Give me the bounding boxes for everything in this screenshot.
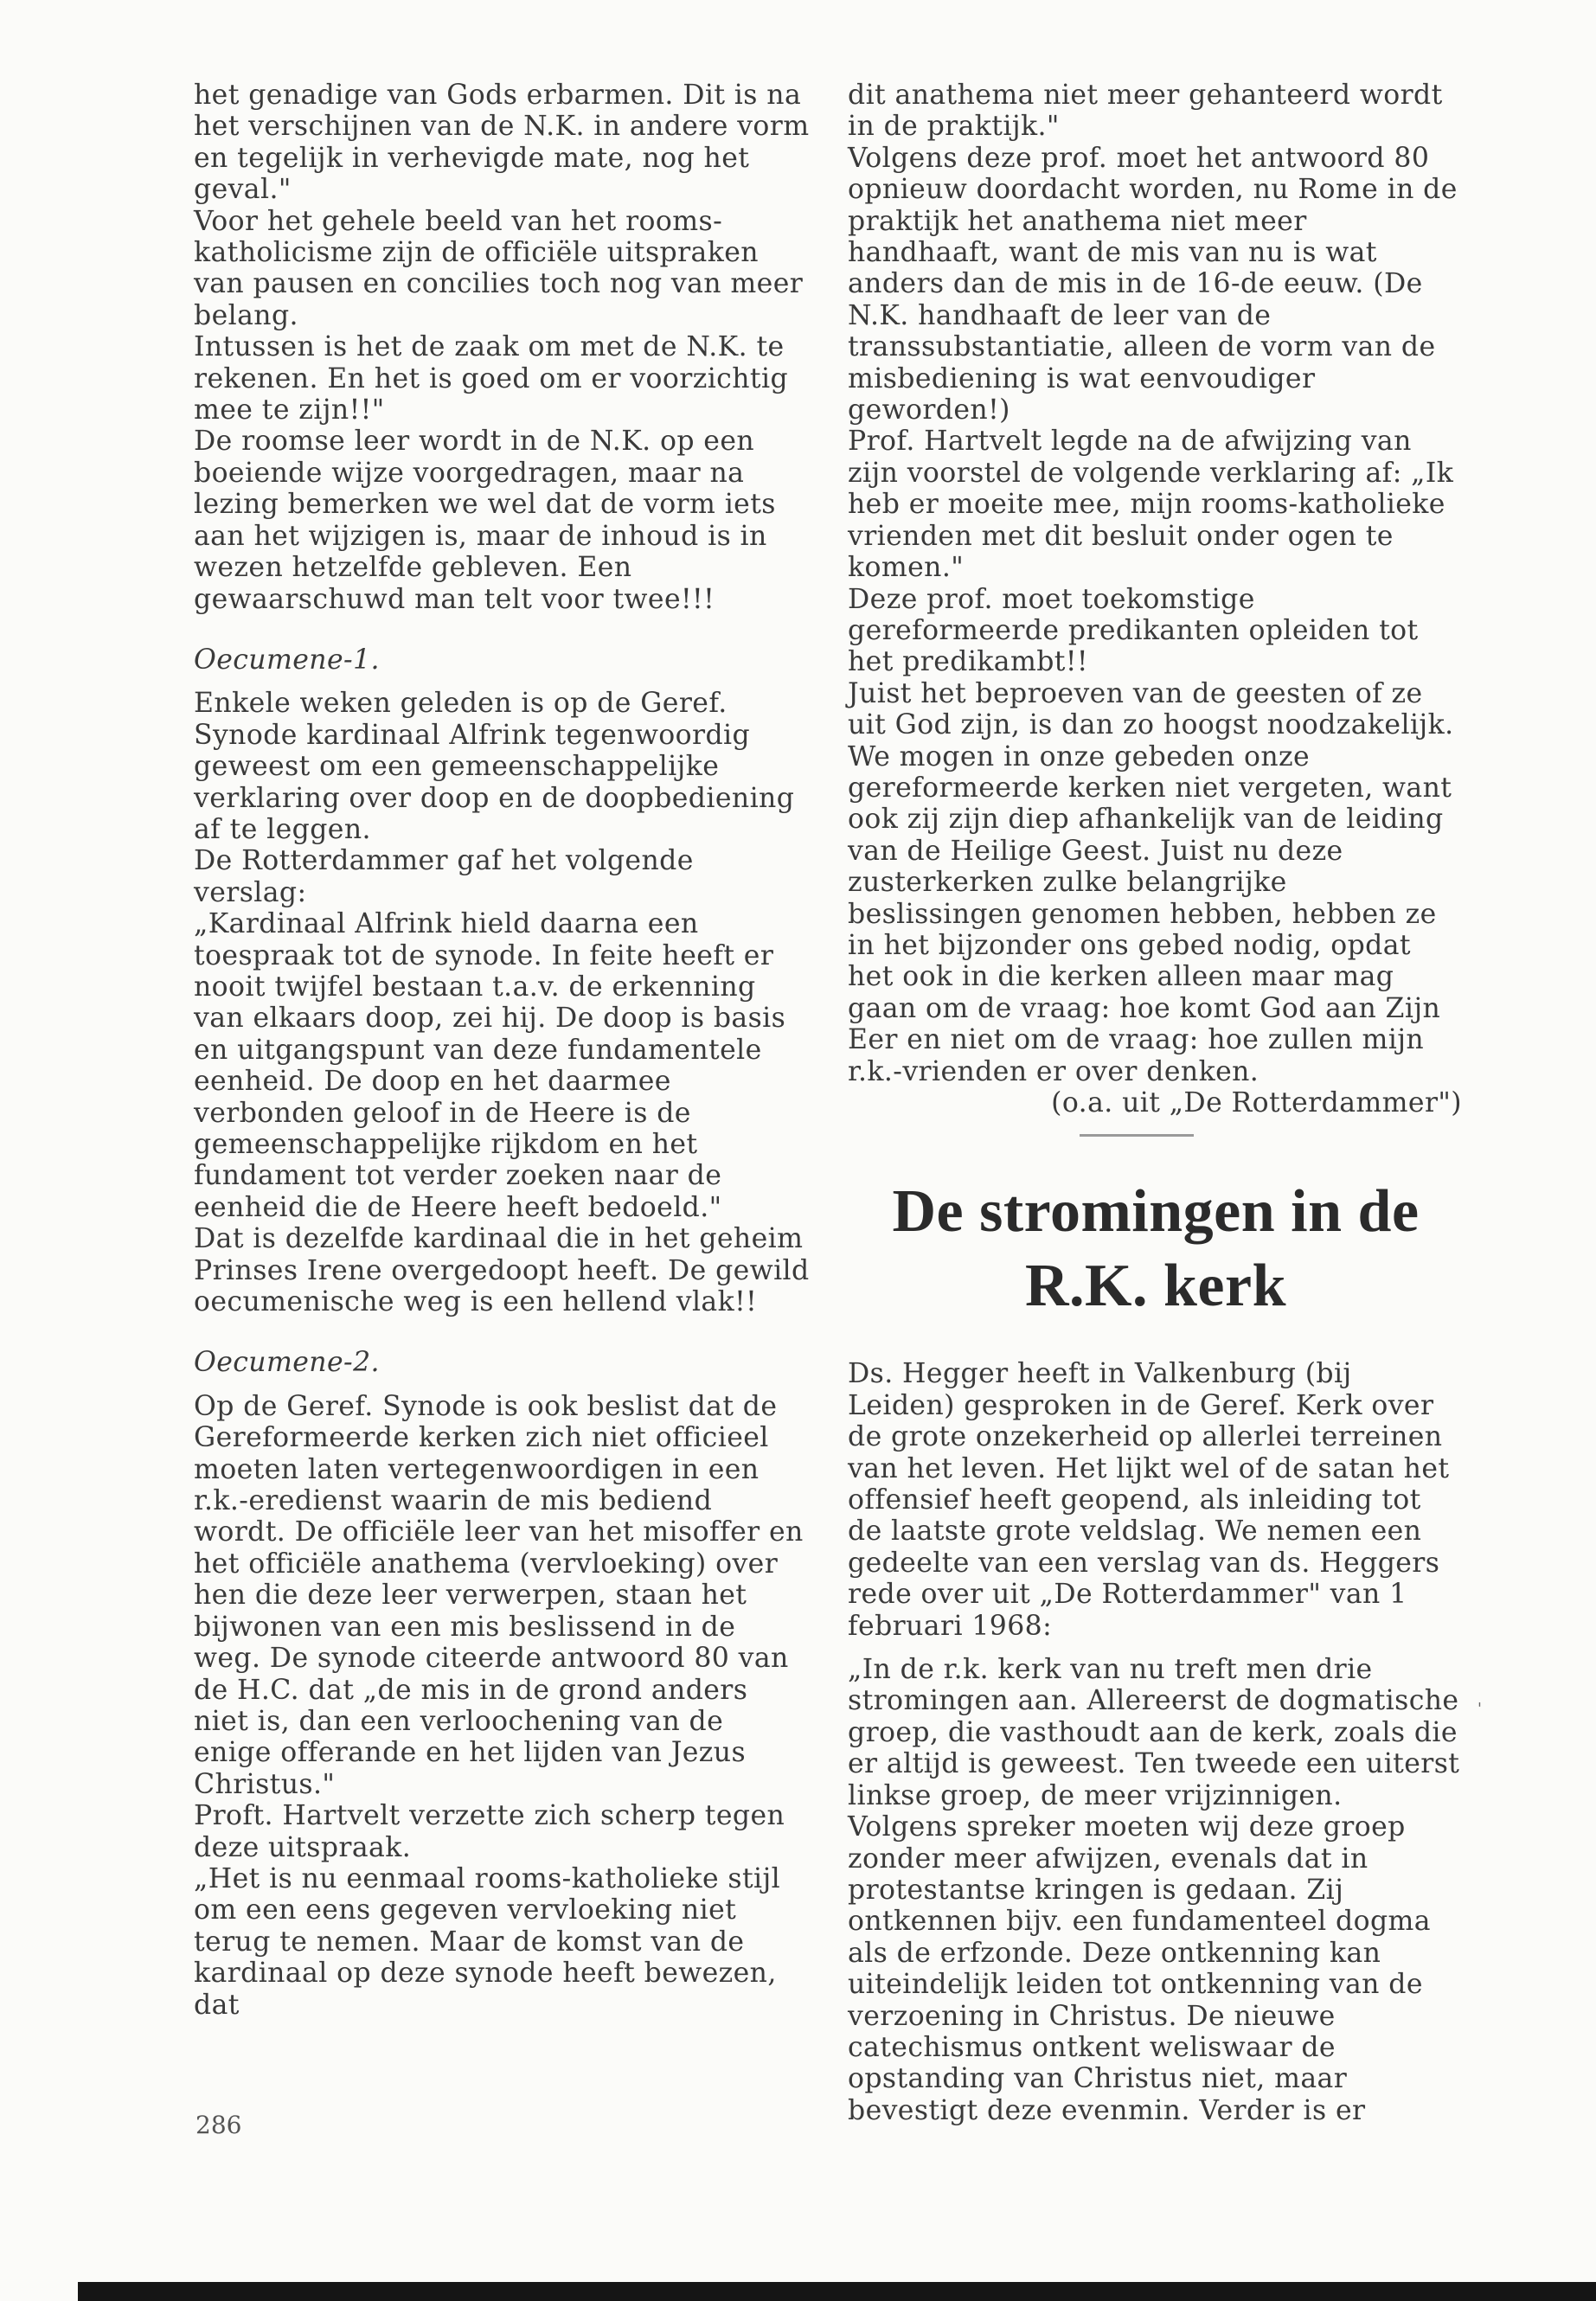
article-headline <box>848 1175 1464 1324</box>
source-attribution: (o.a. uit „De Rotterdammer") <box>1051 1087 1462 1118</box>
paragraph: Op de Geref. Synode is ook beslist dat de Gereformeerde kerken zich niet officieel moeten laten vertegenwoordigen in een r.k.-eredienst waarin de mis bediend wordt. De officiële leer van het misoffer en het officiële anathema (vervloeking) over hen die deze leer verwerpen, staan het bijwonen van een mis beslissend in de weg. De synode citeerde antwoord 80 van de H.C. dat „de mis in de grond anders niet is, dan een verloochening van de enige offerande en het lijden van Jezus Christus." <box>194 1390 804 1800</box>
headline-line: De stromingen in de <box>892 1178 1420 1246</box>
quote-paragraph: „Het is nu eenmaal rooms-katholieke stijl om een eens gegeven vervloeking niet terug te nemen. Maar de komst van de kardinaal op deze synode heeft bewezen, dat <box>194 1862 781 2021</box>
paragraph: Deze prof. moet toekomstige gereformeerde predikanten opleiden tot het predikambt!! <box>848 583 1419 678</box>
paragraph: dit anathema niet meer gehanteerd wordt in de praktijk." <box>848 80 1443 143</box>
page-number: 286 <box>195 2111 242 2139</box>
quote-paragraph: „Kardinaal Alfrink hield daarna een toespraak tot de synode. In feite heeft er nooit twijfel bestaan t.a.v. de erkenning van elkaars doop, zei hij. De doop is basis en uitgangspunt van deze fundamentele eenheid. De doop en het daarmee verbonden geloof in de Heere is de gemeenschappelijke rijkdom en het fundament tot verder zoeken naar de eenheid die de Heere heeft bedoeld." <box>194 908 786 1223</box>
section-subtitle: Oecumene-2. <box>194 1347 380 1379</box>
paragraph: Proft. Hartvelt verzette zich scherp tegen deze uitspraak. <box>194 1800 785 1863</box>
paragraph: Volgens deze prof. moet het antwoord 80 opnieuw doordacht worden, nu Rome in de praktijk het anathema niet meer handhaaft, want de mis van nu is wat anders dan de mis in de 16-de eeuw. (De N.K. handhaaft de leer van de transsubstantiatie, alleen de vorm van de misbediening is wat eenvoudiger geworden!) <box>848 142 1458 426</box>
paragraph: Enkele weken geleden is op de Geref. Synode kardinaal Alfrink tegenwoordig geweest om een gemeenschappelijke verklaring over doop en de doopbediening af te leggen. <box>194 688 795 845</box>
paragraph: Dat is dezelfde kardinaal die in het geheim Prinses Irene overgedoopt heeft. De gewild oecumenische weg is een hellend vlak!! <box>194 1223 810 1318</box>
paragraph: De roomse leer wordt in de N.K. op een boeiende wijze voorgedragen, maar na lezing bemerken we wel dat de vorm iets aan het wijzigen is, maar de inhoud is in wezen hetzelfde gebleven. Een gewaarschuwd man telt voor twee!!! <box>194 426 776 615</box>
paragraph: De Rotterdammer gaf het volgende verslag: <box>194 845 694 908</box>
scan-edge-bar <box>78 2282 1596 2301</box>
paragraph: Volgens spreker moeten wij deze groep zonder meer afwijzen, evenals dat in protestantse kringen is gedaan. Zij ontkennen bijv. een fundamenteel dogma als de erfzonde. Deze ontkenning kan uiteindelijk leiden tot ontkenning van de verzoening in Christus. De nieuwe catechismus ontkent weliswaar de opstanding van Christus niet, maar bevestigt deze evenmin. Verder is er <box>848 1811 1431 2126</box>
section-subtitle: Oecumene-1. <box>194 644 380 676</box>
paragraph: Juist het beproeven van de geesten of ze uit God zijn, is dan zo hoogst noodzakelijk. We mogen in onze gebeden onze gereformeerde kerken niet vergeten, want ook zij zijn diep afhankelijk van de leiding van de Heilige Geest. Juist nu deze zusterkerken zulke belangrijke beslissingen genomen hebben, hebben ze in het bijzonder ons gebed nodig, opdat het ook in die kerken alleen maar mag gaan om de vraag: hoe komt God aan Zijn Eer en niet om de vraag: hoe zullen mijn r.k.-vrienden er over denken. <box>848 677 1454 1087</box>
paragraph: Prof. Hartvelt legde na de afwijzing van zijn voorstel de volgende verklaring af: „Ik heb er moeite mee, mijn rooms-katholieke vrienden met dit besluit onder ogen te komen." <box>848 426 1454 584</box>
headline-line: R.K. kerk <box>1025 1253 1286 1320</box>
left-column <box>194 80 810 2021</box>
paragraph: Ds. Hegger heeft in Valkenburg (bij Leiden) gesproken in de Geref. Kerk over de grote onzekerheid op allerlei terreinen van het leven. Het lijkt wel of de satan het offensief heeft geopend, als inleiding tot de laatste grote veldslag. We nemen een gedeelte van een verslag van ds. Heggers rede over uit „De Rotterdammer" van 1 februari 1968: <box>848 1358 1450 1642</box>
paragraph: Voor het gehele beeld van het rooms-katholicisme zijn de officiële uitspraken van pausen en concilies toch nog van meer belang. <box>194 205 804 331</box>
section-divider <box>1080 1134 1194 1137</box>
scan-speck: ' <box>1477 1700 1482 1718</box>
right-column <box>848 80 1464 2126</box>
quote-paragraph: „In de r.k. kerk van nu treft men drie stromingen aan. Allereerst de dogmatische groep, die vasthoudt aan de kerk, zoals die er altijd is geweest. Ten tweede een uiterst linkse groep, de meer vrijzinnigen. <box>848 1654 1460 1811</box>
paragraph: het genadige van Gods erbarmen. Dit is na het verschijnen van de N.K. in andere vorm en tegelijk in verhevigde mate, nog het geval." <box>194 80 810 206</box>
paragraph: Intussen is het de zaak om met de N.K. te rekenen. En het is goed om er voorzichtig mee te zijn!!" <box>194 331 789 426</box>
